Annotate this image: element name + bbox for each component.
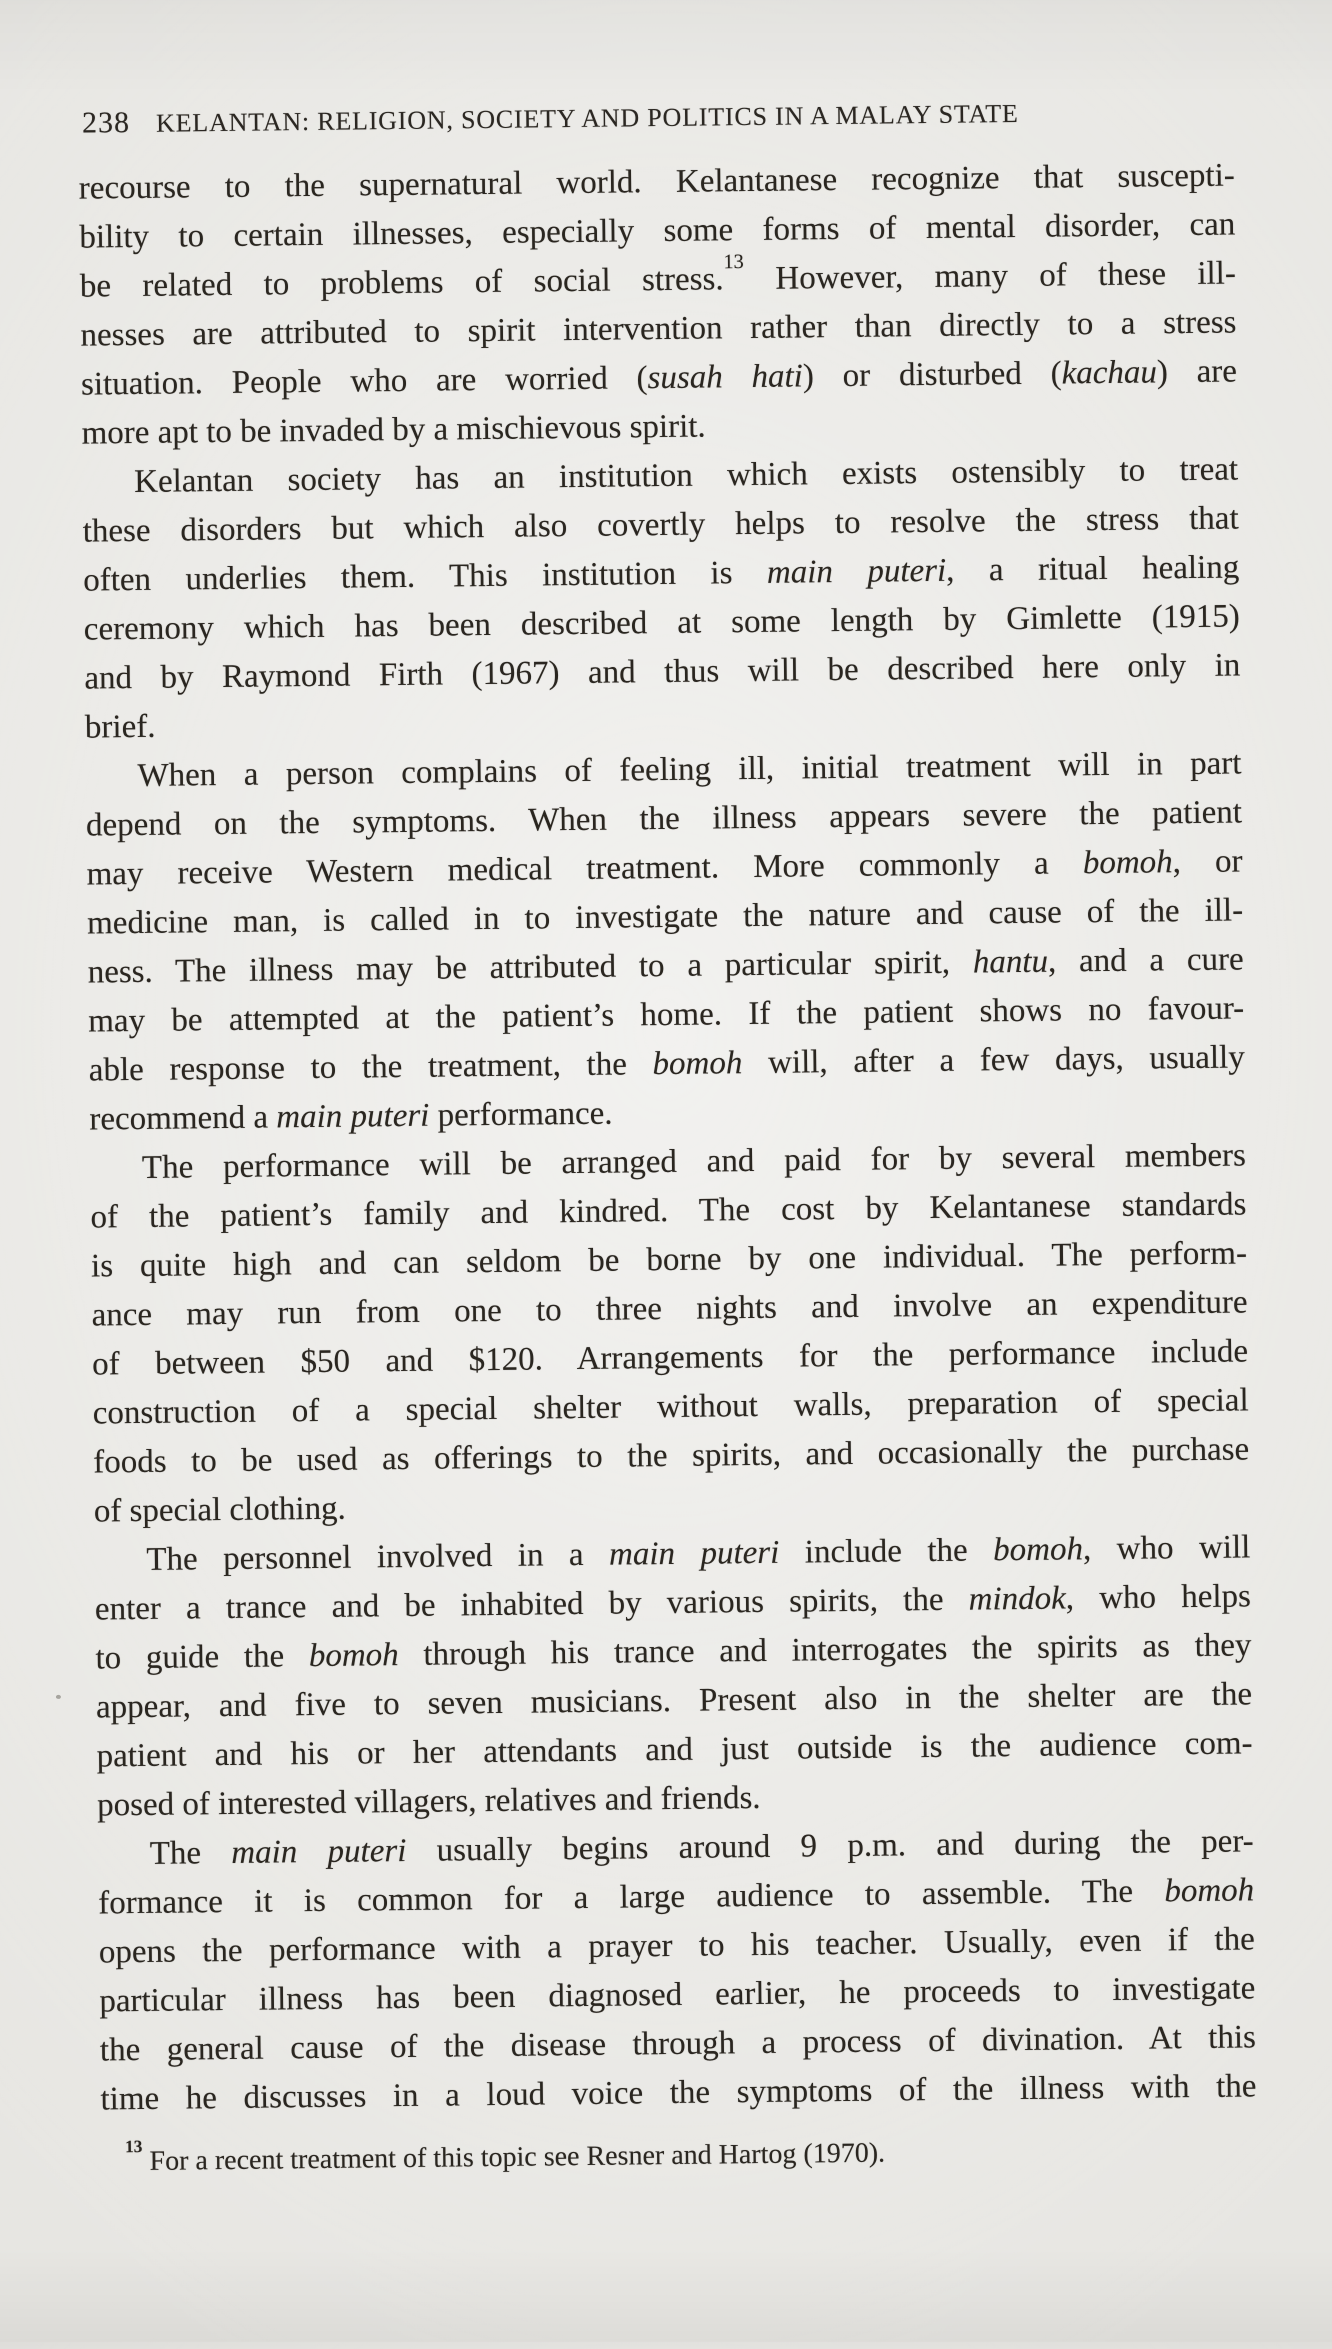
text-line: may be attempted at the patient’s home. If the patient shows no favour- <box>88 990 1245 1040</box>
italic-term: main puteri <box>608 1534 780 1573</box>
italic-term: bomoh <box>1164 1872 1255 1910</box>
footnote-text: For a recent treatment of this topic see Resner and Hartog (1970). <box>149 2137 886 2177</box>
text-line: these disorders but which also covertly helps to resolve the stress that <box>82 500 1239 550</box>
text-line: posed of interested villagers, relatives and friends. <box>96 1779 761 1824</box>
italic-term: main puteri <box>766 552 947 591</box>
italic-term: bomoh <box>652 1045 743 1083</box>
italic-term: main puteri <box>231 1832 407 1871</box>
running-title: KELANTAN: RELIGION, SOCIETY AND POLITICS IN A MALAY STATE <box>155 98 1019 138</box>
paragraph <box>82 445 1241 752</box>
italic-term: mindok <box>968 1580 1067 1618</box>
text-line: particular illness has been diagnosed earlier, he proceeds to investigate <box>99 1970 1256 2020</box>
text-line: often underlies them. This institution is main puteri, a ritual healing <box>83 549 1240 599</box>
text-line: time he discusses in a loud voice the symptoms of the illness with the <box>100 2068 1257 2118</box>
italic-term: susah hati <box>647 358 804 397</box>
text-line: nesses are attributed to spirit intervention rather than directly to a stress <box>80 304 1237 354</box>
text-line: appear, and five to seven musicians. Present also in the shelter are the <box>95 1676 1253 1726</box>
text-line: ceremony which has been described at some length by Gimlette (1915) <box>83 598 1240 648</box>
italic-term: bomoh <box>1082 844 1173 882</box>
text-line: The personnel involved in a main puteri include the bomoh, who will <box>146 1529 1251 1578</box>
text-line: the general cause of the disease through a process of divination. At this <box>99 2019 1257 2069</box>
page-number: 238 <box>81 106 131 140</box>
running-header <box>82 96 1019 141</box>
text-line: situation. People who are worried (susah hati) or disturbed (kachau) are <box>80 353 1238 403</box>
text-line: be related to problems of social stress.$^{13}$ However, many of these ill- <box>79 251 1237 305</box>
footnote-reference: 13 <box>723 251 744 274</box>
text-line: to guide the bomoh through his trance and interrogates the spirits as they <box>95 1627 1252 1677</box>
text-line: of the patient’s family and kindred. The cost by Kelantanese standards <box>90 1186 1247 1236</box>
text-line: depend on the symptoms. When the illness appears severe the patient <box>85 794 1243 844</box>
italic-term: bomoh <box>992 1531 1084 1569</box>
text-line: may receive Western medical treatment. More commonly a bomoh, or <box>86 843 1243 893</box>
text-line: The main puteri usually begins around 9 p.m. and during the per- <box>149 1823 1254 1872</box>
text-line: bility to certain illnesses, especially some forms of mental disorder, can <box>79 206 1236 256</box>
text-line: foods to be used as offerings to the spirits, and occasionally the purchase <box>93 1431 1250 1481</box>
text-line: is quite high and can seldom be borne by one individual. The perform- <box>90 1235 1248 1285</box>
text-line: of special clothing. <box>93 1490 347 1530</box>
text-line: formance it is common for a large audience to assemble. The bomoh <box>98 1872 1255 1922</box>
italic-term: main puteri <box>276 1097 430 1136</box>
text-line: enter a trance and be inhabited by various spirits, the mindok, who helps <box>94 1578 1252 1628</box>
italic-term: kachau <box>1061 354 1158 392</box>
italic-term: bomoh <box>308 1637 399 1675</box>
text-line: brief. <box>84 708 156 746</box>
text-line: recourse to the supernatural world. Kelantanese recognize that suscepti- <box>78 157 1235 207</box>
italic-term: hantu <box>972 943 1049 981</box>
text-line: ness. The illness may be attributed to a particular spirit, hantu, and a cure <box>87 941 1244 991</box>
paragraph <box>90 1131 1250 1536</box>
text-line: The performance will be arranged and paid for by several members <box>141 1137 1247 1186</box>
paragraph <box>79 151 1238 458</box>
text-line: recommend a main puteri performance. <box>89 1095 613 1138</box>
paragraph <box>94 1523 1253 1830</box>
footnote <box>101 2129 1257 2182</box>
paper-speck <box>56 1695 61 1699</box>
paragraph <box>97 1817 1256 2124</box>
text-line: construction of a special shelter without walls, preparation of special <box>92 1382 1249 1432</box>
text-line: ance may run from one to three nights and involve an expenditure <box>91 1284 1248 1334</box>
text-line: When a person complains of feeling ill, initial treatment will in part <box>137 745 1242 794</box>
text-line: and by Raymond Firth (1967) and thus will be described here only in <box>84 647 1241 697</box>
page-body <box>79 151 1257 2124</box>
footnote-marker: 13 <box>124 2137 143 2157</box>
text-line: able response to the treatment, the bomoh will, after a few days, usually <box>88 1039 1245 1089</box>
text-line: opens the performance with a prayer to his teacher. Usually, even if the <box>98 1921 1255 1971</box>
text-line: of between $50 and $120. Arrangements for the performance include <box>91 1333 1249 1383</box>
text-line: Kelantan society has an institution which exists ostensibly to treat <box>133 451 1239 500</box>
paragraph <box>85 739 1245 1144</box>
text-line: medicine man, is called in to investigate the nature and cause of the ill- <box>86 892 1244 942</box>
text-line: more apt to be invaded by a mischievous spirit. <box>81 408 706 452</box>
text-line: patient and his or her attendants and just outside is the audience com- <box>96 1725 1253 1775</box>
